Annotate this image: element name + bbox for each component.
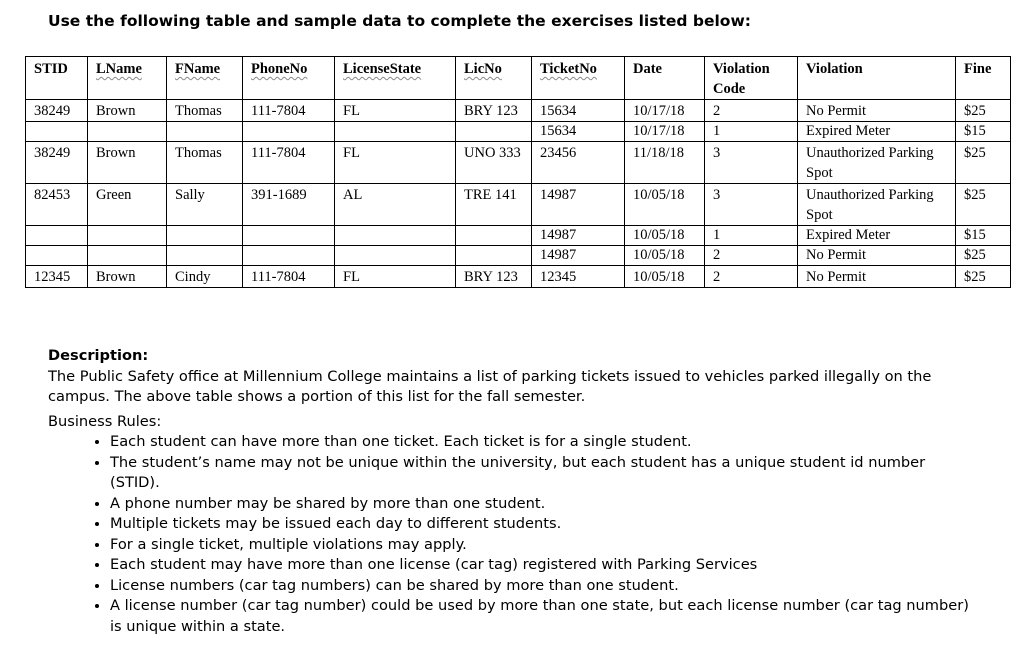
table-cell: 10/05/18: [625, 246, 705, 266]
table-cell: $25: [956, 184, 1011, 226]
table-cell: Thomas: [167, 100, 243, 122]
table-cell: 10/17/18: [625, 122, 705, 142]
table-cell: 111-7804: [243, 142, 335, 184]
list-item: • License numbers (car tag numbers) can be shared by more than one student.: [110, 576, 978, 597]
table-cell: 12345: [26, 266, 88, 288]
column-header: LicenseState: [335, 57, 456, 100]
table-cell: 23456: [532, 142, 625, 184]
table-cell: [26, 226, 88, 246]
list-item: • The student’s name may not be unique within the university, but each student has a unique student id number (STID).: [110, 453, 978, 494]
table-cell: [88, 226, 167, 246]
table-cell: 3: [705, 184, 798, 226]
table-row: [26, 246, 1011, 266]
table-cell: 111-7804: [243, 266, 335, 288]
column-header: LicNo: [456, 57, 532, 100]
list-item: • Multiple tickets may be issued each day to different students.: [110, 514, 978, 535]
table-cell: Brown: [88, 266, 167, 288]
table-cell: [167, 226, 243, 246]
table-cell: Unauthorized Parking Spot: [798, 184, 956, 226]
table-cell: 10/05/18: [625, 226, 705, 246]
table-cell: $25: [956, 100, 1011, 122]
table-cell: 2: [705, 246, 798, 266]
table-cell: [335, 246, 456, 266]
column-header: FName: [167, 57, 243, 100]
table-header-row: [26, 57, 1011, 100]
table-cell: 3: [705, 142, 798, 184]
table-cell: 1: [705, 226, 798, 246]
column-header: Date: [625, 57, 705, 100]
table-cell: UNO 333: [456, 142, 532, 184]
table-cell: $15: [956, 122, 1011, 142]
table-cell: FL: [335, 142, 456, 184]
table-cell: 12345: [532, 266, 625, 288]
description-section: [48, 346, 978, 637]
table-cell: [243, 122, 335, 142]
table-cell: AL: [335, 184, 456, 226]
table-cell: No Permit: [798, 246, 956, 266]
table-cell: TRE 141: [456, 184, 532, 226]
table-cell: No Permit: [798, 266, 956, 288]
table-cell: Cindy: [167, 266, 243, 288]
table-cell: 10/17/18: [625, 100, 705, 122]
column-header: LName: [88, 57, 167, 100]
table-cell: 2: [705, 100, 798, 122]
table-cell: [26, 122, 88, 142]
table-cell: [335, 122, 456, 142]
table-cell: Expired Meter: [798, 226, 956, 246]
table-cell: [88, 246, 167, 266]
table-cell: Unauthorized Parking Spot: [798, 142, 956, 184]
table-cell: [456, 246, 532, 266]
table-cell: $25: [956, 246, 1011, 266]
table-cell: [456, 122, 532, 142]
table-cell: 38249: [26, 142, 88, 184]
table-cell: [456, 226, 532, 246]
column-header: PhoneNo: [243, 57, 335, 100]
table-cell: FL: [335, 100, 456, 122]
table-row: [26, 226, 1011, 246]
column-header: TicketNo: [532, 57, 625, 100]
table-row: [26, 184, 1011, 226]
table-cell: Brown: [88, 100, 167, 122]
table-cell: $15: [956, 226, 1011, 246]
table-cell: [335, 226, 456, 246]
table-cell: 14987: [532, 184, 625, 226]
table-row: [26, 142, 1011, 184]
table-cell: 38249: [26, 100, 88, 122]
table-cell: $25: [956, 142, 1011, 184]
description-text: The Public Safety office at Millennium College maintains a list of parking tickets issued to vehicles parked illegally on the campus. The above table shows a portion of this list for the fall semester.: [48, 367, 932, 405]
table-cell: 10/05/18: [625, 266, 705, 288]
table-cell: Sally: [167, 184, 243, 226]
table-cell: 10/05/18: [625, 184, 705, 226]
table-cell: [243, 246, 335, 266]
table-cell: [167, 246, 243, 266]
list-item: • A license number (car tag number) could be used by more than one state, but each license number (car tag number) is unique within a state.: [110, 596, 978, 637]
table-row: [26, 266, 1011, 288]
list-item: • Each student can have more than one ticket. Each ticket is for a single student.: [110, 432, 978, 453]
table-cell: Green: [88, 184, 167, 226]
list-item: • For a single ticket, multiple violations may apply.: [110, 535, 978, 556]
business-rules-list: [48, 432, 978, 637]
page-heading: Use the following table and sample data to complete the exercises listed below:: [48, 12, 751, 30]
table-cell: 11/18/18: [625, 142, 705, 184]
column-header: Violation Code: [705, 57, 798, 100]
table-cell: BRY 123: [456, 100, 532, 122]
table-cell: 15634: [532, 122, 625, 142]
table-cell: Thomas: [167, 142, 243, 184]
table-cell: [88, 122, 167, 142]
table-cell: 1: [705, 122, 798, 142]
column-header: STID: [26, 57, 88, 100]
table-cell: [243, 226, 335, 246]
table-cell: 14987: [532, 226, 625, 246]
table-cell: Brown: [88, 142, 167, 184]
table-cell: [26, 246, 88, 266]
table-cell: No Permit: [798, 100, 956, 122]
list-item: • A phone number may be shared by more than one student.: [110, 494, 978, 515]
table-cell: [167, 122, 243, 142]
table-cell: $25: [956, 266, 1011, 288]
table-cell: 391-1689: [243, 184, 335, 226]
table-cell: 15634: [532, 100, 625, 122]
table-row: [26, 122, 1011, 142]
table-cell: 111-7804: [243, 100, 335, 122]
table-cell: BRY 123: [456, 266, 532, 288]
table-cell: 2: [705, 266, 798, 288]
list-item: • Each student may have more than one license (car tag) registered with Parking Services: [110, 555, 978, 576]
business-rules-title: Business Rules:: [48, 412, 162, 430]
description-title: Description:: [48, 347, 149, 364]
table-cell: 82453: [26, 184, 88, 226]
table-cell: 14987: [532, 246, 625, 266]
table-row: [26, 100, 1011, 122]
parking-tickets-table: [25, 56, 1011, 288]
table-cell: Expired Meter: [798, 122, 956, 142]
column-header: Fine: [956, 57, 1011, 100]
table-cell: FL: [335, 266, 456, 288]
column-header: Violation: [798, 57, 956, 100]
